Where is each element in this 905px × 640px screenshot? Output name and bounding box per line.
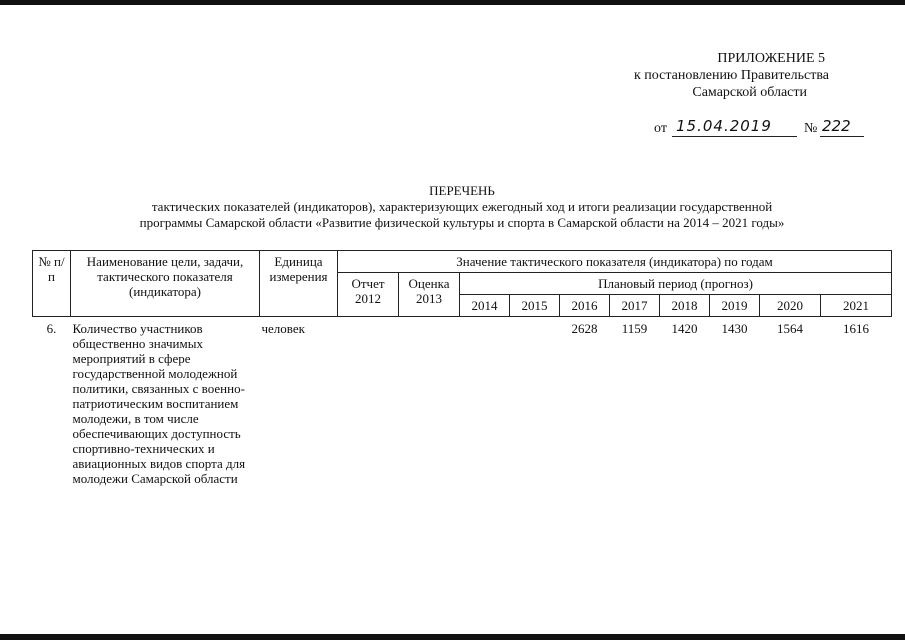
handwritten-date: 15.04.2019 [676,117,772,135]
number-sign: № [804,121,818,136]
appendix-region: Самарской области [692,85,807,100]
header-unit: Единица измерения [260,251,338,317]
row-unit: человек [261,321,305,336]
header-year: 2021 [821,295,892,317]
date-prefix: от [654,121,667,136]
row-value-2020: 1564 [777,321,803,336]
appendix-title: ПРИЛОЖЕНИЕ 5 [717,51,825,66]
row-value-2015 [510,317,560,491]
header-row-1 [33,251,892,273]
row-report-2012 [338,317,399,491]
handwritten-number: 222 [822,117,851,135]
row-value-2018: 1420 [671,321,698,336]
header-report: Отчет 2012 [338,273,399,317]
header-year: 2015 [510,295,560,317]
number-underline [820,136,864,137]
header-year: 2017 [610,295,660,317]
title-description-2: программы Самарской области «Развитие физической культуры и спорта в Самарской области на 2014 – 2021 годы» [139,215,785,230]
header-plan-group: Плановый период (прогноз) [460,273,892,295]
decree-date-number [654,117,884,139]
header-year: 2016 [560,295,610,317]
appendix-header [569,50,829,101]
title-description-1: тактических показателей (индикаторов), характеризующих ежегодный ход и итоги реализации государственной [151,199,773,214]
row-num: 6. [46,321,57,336]
row-value-2019: 1430 [721,321,748,336]
row-value-2021: 1616 [843,321,870,336]
row-indicator-name: Количество участников общественно значимых мероприятий в сфере государственной молодежной политики, связанных с военно-патриотическим воспитанием молодежи, в том числе обеспечивающих доступность спортивно-технических и авиационных видов спорта для молодежи Самарской области [72,321,246,486]
header-estimate: Оценка 2013 [399,273,460,317]
bottom-border [0,634,905,640]
title-heading: ПЕРЕЧЕНЬ [429,183,495,198]
header-year: 2019 [710,295,760,317]
row-value-2014 [460,317,510,491]
top-border [0,0,905,5]
row-value-2017: 1159 [621,321,648,336]
indicators-table [32,250,892,490]
header-year: 2018 [660,295,710,317]
appendix-reference: к постановлению Правительства [633,68,829,83]
header-name: Наименование цели, задачи, тактического показателя (индикатора) [71,251,260,317]
row-estimate-2013 [399,317,460,491]
header-num: № п/п [33,251,71,317]
row-value-2016: 2628 [571,321,598,336]
document-title [60,183,864,231]
header-year: 2014 [460,295,510,317]
table-row [33,317,892,491]
header-year: 2020 [760,295,821,317]
header-values-group: Значение тактического показателя (индикатора) по годам [338,251,892,273]
date-underline [672,136,797,137]
